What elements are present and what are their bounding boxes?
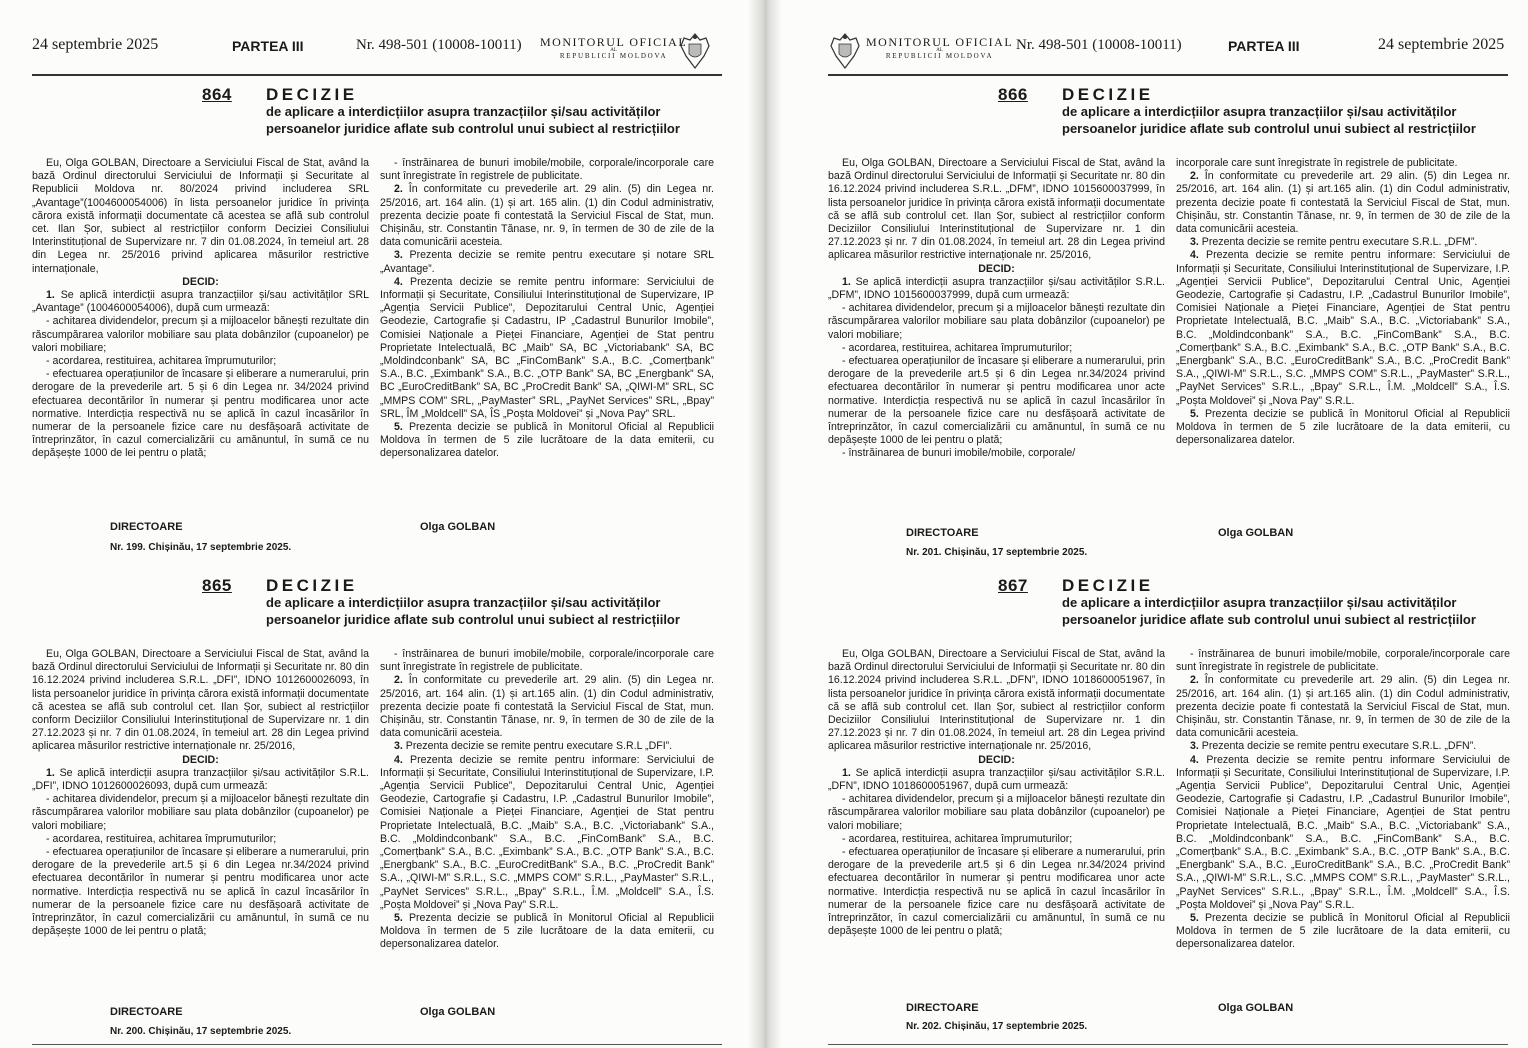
- decision-column-left: [828, 157, 1165, 461]
- decision-nr-line: Nr. 202. Chișinău, 17 septembrie 2025.: [906, 1021, 1088, 1032]
- signer-name: Olga GOLBAN: [420, 521, 496, 533]
- monitorul-logo: MONITORUL OFICIAL AL REPUBLICII MOLDOVA: [866, 35, 1014, 60]
- paragraph: - înstrăinarea de bunuri imobile/mobile, corporale/incorporale care sunt înregistrate în registrele de publicitate.: [380, 157, 714, 183]
- right-page: [782, 0, 1528, 1048]
- decision-heading: DECIZIE: [266, 576, 358, 595]
- paragraph: 5. Prezenta decizie se publică în Monitorul Oficial al Republicii Moldova în termen de 5 zile lucrătoare de la data emiterii, cu depersonalizarea datelor.: [1176, 912, 1510, 951]
- header-rule: [32, 74, 722, 76]
- decision-heading: DECIZIE: [1062, 576, 1154, 595]
- header-rule: [828, 74, 1508, 76]
- paragraph: - înstrăinarea de bunuri imobile/mobile, corporale/incorporale care sunt înregistrate în registrele de publicitate.: [380, 648, 714, 674]
- book-gutter: [748, 0, 782, 1048]
- decision-nr-line: Nr. 201. Chișinău, 17 septembrie 2025.: [906, 547, 1088, 558]
- coat-of-arms-icon: [828, 32, 862, 70]
- left-page: [0, 0, 748, 1048]
- signer-name: Olga GOLBAN: [1218, 527, 1294, 539]
- paragraph: 3. Prezenta decizie se remite pentru executare S.R.L „DFI”.: [394, 740, 673, 753]
- signer-role: DIRECTOARE: [110, 521, 183, 533]
- header-part: PARTEA III: [1228, 38, 1300, 54]
- paragraph: Eu, Olga GOLBAN, Directoare a Serviciului Fiscal de Stat, având la bază Ordinul directorului Serviciului de Informații și Securitate nr. 80 din 16.12.2024 privind includerea S.R.L. „DFI”, IDNO 1012600026093, în lista persoanelor juridice în privința cărora există informații documentate că acestea se află sub controlul cet. Ilan Șor, subiect al restricțiilor conform Deciziilor Consiliului Interinstituțional de Supervizare nr. 1 din 27.12.2023 și nr. 7 din 01.08.2024, în temeiul art. 28 din Legea privind aplicarea măsurilor restrictive internaționale nr. 25/2016,: [32, 648, 369, 753]
- decision-number: 867: [998, 576, 1028, 595]
- left-page-header: [0, 30, 748, 70]
- paragraph: - acordarea, restituirea, achitarea împrumuturilor;: [842, 832, 1073, 845]
- paragraph: - înstrăinarea de bunuri imobile/mobile, corporale/incorporale care sunt înregistrate în registrele de publicitate.: [1176, 648, 1510, 674]
- paragraph: 4. Prezenta decizie se remite pentru informare: Serviciului de Informații și Securitate, Consiliului Interinstituțional de Supervizare, I.P. „Agenției Servicii Publice”, Depozitarului Central Unic, Agenției Geodezie, Cartografie și Cadastru, I.P. „Cadastrul Bunurilor Imobile”, Comisiei Naționale a Pieței Financiare, Agenției de Stat pentru Proprietate Intelectuală, B.C. „Maib” S.A., B.C. „Victoriabank” S.A., B.C. „Moldindconbank” S.A., B.C. „FinComBank” S.A., B.C. „Comerțbank” S.A., B.C. „Eximbank” S.A., B.C. „OTP Bank” S.A., B.C. „Energbank” S.A., B.C. „EuroCreditBank” S.A., B.C. „ProCredit Bank” S.A., „QIWI-M” S.R.L., S.C. „MMPS COM” S.R.L., „PayMaster” S.R.L., „PayNet Services” S.R.L., „Bpay” S.R.L., Î.M. „Moldcell” S.A., Î.S. „Poșta Moldovei” și „Nova Pay” S.R.L.: [1176, 249, 1510, 407]
- paragraph: Eu, Olga GOLBAN, Directoare a Serviciului Fiscal de Stat, având la bază Ordinul directorului Serviciului de Informații și Securitate al Republicii Moldova nr. 80/2024 privind includerea SRL „Avantage”(1004600054006) în lista persoanelor juridice în privința cărora există informații documentate că acestea se află sub controlul cet. Ilan Șor, subiect al restricțiilor conform Deciziei Consiliului Interinstituțional de Supervizare nr. 7 din 01.08.2024, în temeiul art. 28 din Legea nr. 25/2016 privind aplicarea măsurilor restrictive internaționale,: [32, 157, 369, 275]
- decision-subtitle: de aplicare a interdicțiilor asupra tranzacțiilor și/sau activităților persoanelor juridice aflate sub controlul unui subiect al restricțiilor: [1062, 595, 1476, 627]
- decision-heading: DECIZIE: [266, 85, 358, 104]
- paragraph: - înstrăinarea de bunuri imobile/mobile, corporale/: [842, 447, 1076, 460]
- paragraph: 4. Prezenta decizie se remite pentru informare: Serviciului de Informații și Securitate, Consiliului Interinstituțional de Supervizare, I.P. „Agenția Servicii Publice”, Depozitarului Central Unic, Agenției Geodezie, Cartografie și Cadastru, I.P. „Cadastrul Bunurilor Imobile”, Comisiei Naționale a Pieței Financiare, Agenției de Stat pentru Proprietate Intelectuală, B.C. „Maib” S.A., B.C. „Victoriabank” S.A., B.C. „Moldindconbank” S.A., B.C. „FinComBank” S.A., B.C. „Comerțbank” S.A., B.C. „Eximbank” S.A., B.C. „OTP Bank” S.A., B.C. „Energbank” S.A., B.C. „EuroCreditBank” S.A., B.C. „ProCredit Bank” S.A., „QIWI-M” S.R.L., S.C. „MMPS COM” S.R.L., „PayMaster” S.R.L., „PayNet Services” S.R.L., „Bpay” S.R.L., Î.M. „Moldcell” S.A., Î.S. „Poșta Moldovei” și „Nova Pay” S.R.L.: [380, 753, 714, 911]
- signer-role: DIRECTOARE: [110, 1006, 183, 1018]
- paragraph: - efectuarea operațiunilor de încasare și eliberare a numerarului, prin derogare de la prevederile art.5 și 6 din Legea nr.34/2024 privind efectuarea decontărilor în numerar și pentru modificarea unor acte normative. Interdicția respectivă nu se aplică în cazul încasărilor în numerar de la persoanele fizice care nu desfășoară activitate de întreprinzător, în cazul comercializării cu amănuntul, în sumă ce nu depășește 1000 de lei pentru o plată;: [32, 846, 369, 938]
- right-page-header: [782, 30, 1528, 70]
- paragraph: Eu, Olga GOLBAN, Directoare a Serviciului Fiscal de Stat, având la bază Ordinul directorului Serviciului de Informații și Securitate nr. 80 din 16.12.2024 privind includerea S.R.L. „DFN”, IDNO 1018600051967, în lista persoanelor juridice în privința cărora există informații documentate că se află sub controlul cet. Ilan Șor, subiect al restricțiilor conform Deciziilor Consiliului Interinstituțional de Supervizare nr. 1 din 27.12.2023 și nr. 7 din 01.08.2024, în temeiul art. 28 din Legea privind aplicarea măsurilor restrictive internaționale nr. 25/2016,: [828, 648, 1165, 753]
- decision-nr-line: Nr. 200. Chișinău, 17 septembrie 2025.: [110, 1026, 292, 1037]
- paragraph: 3. Prezenta decizie se remite pentru executare și notare SRL „Avantage”.: [380, 249, 714, 275]
- paragraph: 2. În conformitate cu prevederile art. 29 alin. (5) din Legea nr. 25/2016, art. 164 alin. (1) și art.165 alin. (1) din Codul administrativ, prezenta decizie poate fi contestată la Serviciul Fiscal de Stat, mun. Chișinău, str. Constantin Tănase, nr. 9, în termen de 30 de zile de la data comunicării acesteia.: [1176, 674, 1510, 740]
- decision-864: [32, 85, 752, 565]
- footer-rule: [32, 1044, 722, 1045]
- signer-role: DIRECTOARE: [906, 1002, 979, 1014]
- paragraph: - achitarea dividendelor, precum și a mijloacelor bănești rezultate din răscumpărarea valorilor mobiliare sau plata dobânzilor (cupoanelor) pe valori mobiliare;: [32, 793, 369, 832]
- decid-heading: DECID:: [182, 753, 219, 766]
- decision-number: 865: [202, 576, 232, 595]
- header-date: 24 septembrie 2025: [32, 36, 159, 53]
- signer-role: DIRECTOARE: [906, 527, 979, 539]
- header-issue: Nr. 498-501 (10008-10011): [1016, 37, 1182, 53]
- paragraph: 2. În conformitate cu prevederile art. 29 alin. (5) din Legea nr. 25/2016, art. 164 alin. (1) și art.165 alin. (1) din Codul administrativ, prezenta decizie poate fi contestată la Serviciul Fiscal de Stat, mun. Chișinău, str. Constantin Tănase, nr. 9, în termen de 30 de zile de la data comunicării acesteia.: [1176, 170, 1510, 236]
- paragraph: 2. În conformitate cu prevederile art. 29 alin. (5) din Legea nr. 25/2016, art. 164 alin. (1) și art.165 alin. (1) din Codul administrativ, prezenta decizie poate fi contestată la Serviciul Fiscal de Stat, mun. Chișinău, str. Constantin Tănase, nr. 9, în termen de 30 de zile de la data comunicării acesteia.: [380, 674, 714, 740]
- coat-of-arms-icon: [678, 32, 712, 70]
- paragraph: - efectuarea operațiunilor de încasare și eliberare a numerarului, prin derogare de la prevederile art.5 și 6 din Legea nr.34/2024 privind efectuarea decontărilor în numerar și pentru modificarea unor acte normative. Interdicția respectivă nu se aplică în cazul încasărilor în numerar de la persoanele fizice care nu desfășoară activitate de întreprinzător, în cazul comercializării cu amănuntul, în sumă ce nu depășește 1000 de lei pentru o plată;: [828, 355, 1165, 447]
- paragraph: - achitarea dividendelor, precum și a mijloacelor bănești rezultate din răscumpărarea valorilor mobiliare sau plata dobânzilor (cupoanelor) pe valori mobiliare;: [32, 315, 369, 354]
- decision-column-left: [32, 157, 369, 461]
- decision-number: 866: [998, 85, 1028, 104]
- paragraph: - efectuarea operațiunilor de încasare și eliberare a numerarului, prin derogare de la prevederile art.5 și 6 din Legea nr.34/2024 privind efectuarea decontărilor în numerar și pentru modificarea unor acte normative. Interdicția respectivă nu se aplică în cazul încasărilor în numerar de la persoanele fizice care nu desfășoară activitate de întreprinzător, în cazul comercializării cu amănuntul, în sumă ce nu depășește 1000 de lei pentru o plată;: [828, 846, 1165, 938]
- paragraph: - acordarea, restituirea, achitarea împrumuturilor;: [46, 355, 277, 368]
- signer-name: Olga GOLBAN: [420, 1006, 496, 1018]
- paragraph: 4. Prezenta decizie se remite pentru informare: Serviciului de Informații și Securitate, Consiliului Interinstituțional de Supervizare, IP „Agenția Servicii Publice”, Depozitarului Central Unic, Agenției Geodezie, Cartografie și Cadastru, IP „Cadastrul Bunurilor Imobile”, Comisiei Naționale a Pieței Financiare, Agenției de Stat pentru Proprietate Intelectuală, BC „Maib” SA, BC „Victoriabank” SA, BC „Moldindconbank” SA, BC „FinComBank” S.A., B.C. „Comerțbank” S.A., B.C. „Eximbank” S.A., B.C. „OTP Bank” SA, BC „Energbank” SA, BC „EuroCreditBank” SA, BC „ProCredit Bank” SA, „QIWI-M” SRL, SC „MMPS COM” SRL, „PayMaster” SRL, „PayNet Services” SRL, „Bpay” SRL, ÎM „Moldcell” SA, ÎS „Poșta Moldovei” și „Nova Pay” SRL.: [380, 275, 714, 420]
- paragraph: 5. Prezenta decizie se publică în Monitorul Oficial al Republicii Moldova în termen de 5 zile lucrătoare de la data emiterii, cu depersonalizarea datelor.: [380, 421, 714, 460]
- paragraph: - achitarea dividendelor, precum și a mijloacelor bănești rezultate din răscumpărarea valorilor mobiliare sau plata dobânzilor (cupoanelor) pe valori mobiliare;: [828, 302, 1165, 341]
- header-part: PARTEA III: [232, 38, 304, 54]
- decid-heading: DECID:: [978, 262, 1015, 275]
- decision-column-right: [380, 157, 714, 461]
- paragraph: - efectuarea operațiunilor de încasare și eliberare a numerarului, prin derogare de la prevederile art. 5 și 6 din Legea nr. 34/2024 privind efectuarea decontărilor în numerar și pentru modificarea unor acte normative. Interdicția respectivă nu se aplică în cazul încasărilor în numerar de la persoanele fizice care nu desfășoară activitate de întreprinzător, în cazul comercializării cu amănuntul, în sumă ce nu depășește 1000 de lei pentru o plată;: [32, 368, 369, 460]
- paragraph: 1. Se aplică interdicții asupra tranzacțiilor și/sau activităților SRL „Avantage” (1004600054006), după cum urmează:: [32, 289, 369, 315]
- decid-heading: DECID:: [182, 275, 219, 288]
- paragraph: Eu, Olga GOLBAN, Directoare a Serviciului Fiscal de Stat, având la bază Ordinul directorului Serviciului de Informații și Securitate nr. 80 din 16.12.2024 privind includerea S.R.L. „DFM”, IDNO 1015600037999, în lista persoanelor juridice în privința cărora există informații documentate că se află sub controlul cet. Ilan Șor, subiect al restricțiilor conform Deciziilor Consiliului Interinstituțional de Supervizare nr. 1 din 27.12.2023 și nr. 7 din 01.08.2024, în temeiul art. 28 din Legea privind aplicarea măsurilor restrictive internaționale nr. 25/2016,: [828, 157, 1165, 262]
- decision-heading: DECIZIE: [1062, 85, 1154, 104]
- decision-column-right: [380, 648, 714, 952]
- decision-867: [828, 576, 1528, 1041]
- paragraph: - acordarea, restituirea, achitarea împrumuturilor;: [842, 341, 1073, 354]
- decision-nr-line: Nr. 199. Chișinău, 17 septembrie 2025.: [110, 542, 292, 553]
- monitorul-logo: MONITORUL OFICIAL AL REPUBLICII MOLDOVA: [540, 35, 688, 60]
- decision-865: [32, 576, 752, 1041]
- decision-column-left: [32, 648, 369, 938]
- paragraph: 1. Se aplică interdicții asupra tranzacțiilor și/sau activităților S.R.L. „DFI”, IDNO 1012600026093, după cum urmează:: [32, 766, 369, 793]
- decision-subtitle: de aplicare a interdicțiilor asupra tranzacțiilor și/sau activităților persoanelor juridice aflate sub controlul unui subiect al restricțiilor: [1062, 104, 1476, 136]
- paragraph: 2. În conformitate cu prevederile art. 29 alin. (5) din Legea nr. 25/2016, art. 164 alin. (1) și art. 165 alin. (1) din Codul administrativ, prezenta decizie poate fi contestată la Serviciul Fiscal de Stat, mun. Chișinău, str. Constantin Tănase, nr. 9, în termen de 30 de zile de la data comunicării acesteia.: [380, 183, 714, 249]
- header-issue: Nr. 498-501 (10008-10011): [356, 37, 522, 53]
- decision-number: 864: [202, 85, 232, 104]
- paragraph: 5. Prezenta decizie se publică în Monitorul Oficial al Republicii Moldova în termen de 5 zile lucrătoare de la data emiterii, cu depersonalizarea datelor.: [380, 912, 714, 951]
- paragraph: 3. Prezenta decizie se remite pentru executare S.R.L. „DFN”.: [1190, 740, 1477, 753]
- decision-866: [828, 85, 1528, 565]
- decision-column-right: [1176, 157, 1510, 447]
- paragraph: - achitarea dividendelor, precum și a mijloacelor bănești rezultate din răscumpărarea valorilor mobiliare sau plata dobânzilor (cupoanelor) pe valori mobiliare;: [828, 793, 1165, 832]
- footer-rule: [828, 1044, 1508, 1045]
- signer-name: Olga GOLBAN: [1218, 1002, 1294, 1014]
- header-date: 24 septembrie 2025: [1378, 36, 1505, 53]
- decision-subtitle: de aplicare a interdicțiilor asupra tranzacțiilor și/sau activităților persoanelor juridice aflate sub controlul unui subiect al restricțiilor: [266, 104, 680, 136]
- paragraph: 4. Prezenta decizie se remite pentru informare Serviciului de Informații și Securitate, Consiliului Interinstituțional de Supervizare, I.P. „Agenția Servicii Publice”, Depozitarului Central Unic, Agenției Geodezie, Cartografie și Cadastru, I.P. „Cadastrul Bunurilor Imobile”, Comisiei Naționale a Pieței Financiare, Agenției de Stat pentru Proprietate Intelectuală, B.C. „Maib” S.A., B.C. „Victoriabank” S.A., B.C. „Moldindconbank” S.A., B.C. „FinComBank” S.A., B.C. „Comerțbank” S.A., B.C. „Eximbank” S.A., B.C. „OTP Bank” S.A., B.C. „Energbank” S.A., B.C. „EuroCreditBank” S.A., B.C. „ProCredit Bank” S.A., „QIWI-M” S.R.L., S.C. „MMPS COM” S.R.L., „PayMaster” S.R.L., „PayNet Services” S.R.L., „Bpay” S.R.L., Î.M. „Moldcell” S.A., Î.S. „Poșta Moldovei” și „Nova Pay” S.R.L.: [1176, 753, 1510, 911]
- decid-heading: DECID:: [978, 753, 1015, 766]
- paragraph: 5. Prezenta decizie se publică în Monitorul Oficial al Republicii Moldova în termen de 5 zile lucrătoare de la data emiterii, cu depersonalizarea datelor.: [1176, 407, 1510, 447]
- paragraph: incorporale care sunt înregistrate în registrele de publicitate.: [1176, 157, 1458, 169]
- paragraph: 3. Prezenta decizie se remite pentru executare S.R.L. „DFM”.: [1190, 236, 1478, 249]
- decision-column-right: [1176, 648, 1510, 952]
- paragraph: 1. Se aplică interdicții asupra tranzacțiilor și/sau activităților S.R.L. „DFN”, IDNO 1018600051967, după cum urmează:: [828, 766, 1165, 793]
- decision-subtitle: de aplicare a interdicțiilor asupra tranzacțiilor și/sau activităților persoanelor juridice aflate sub controlul unui subiect al restricțiilor: [266, 595, 680, 627]
- paragraph: 1. Se aplică interdicții asupra tranzacțiilor și/sau activităților S.R.L. „DFM”, IDNO 1015600037999, după cum urmează:: [828, 275, 1165, 302]
- paragraph: - acordarea, restituirea, achitarea împrumuturilor;: [46, 832, 277, 845]
- decision-column-left: [828, 648, 1165, 938]
